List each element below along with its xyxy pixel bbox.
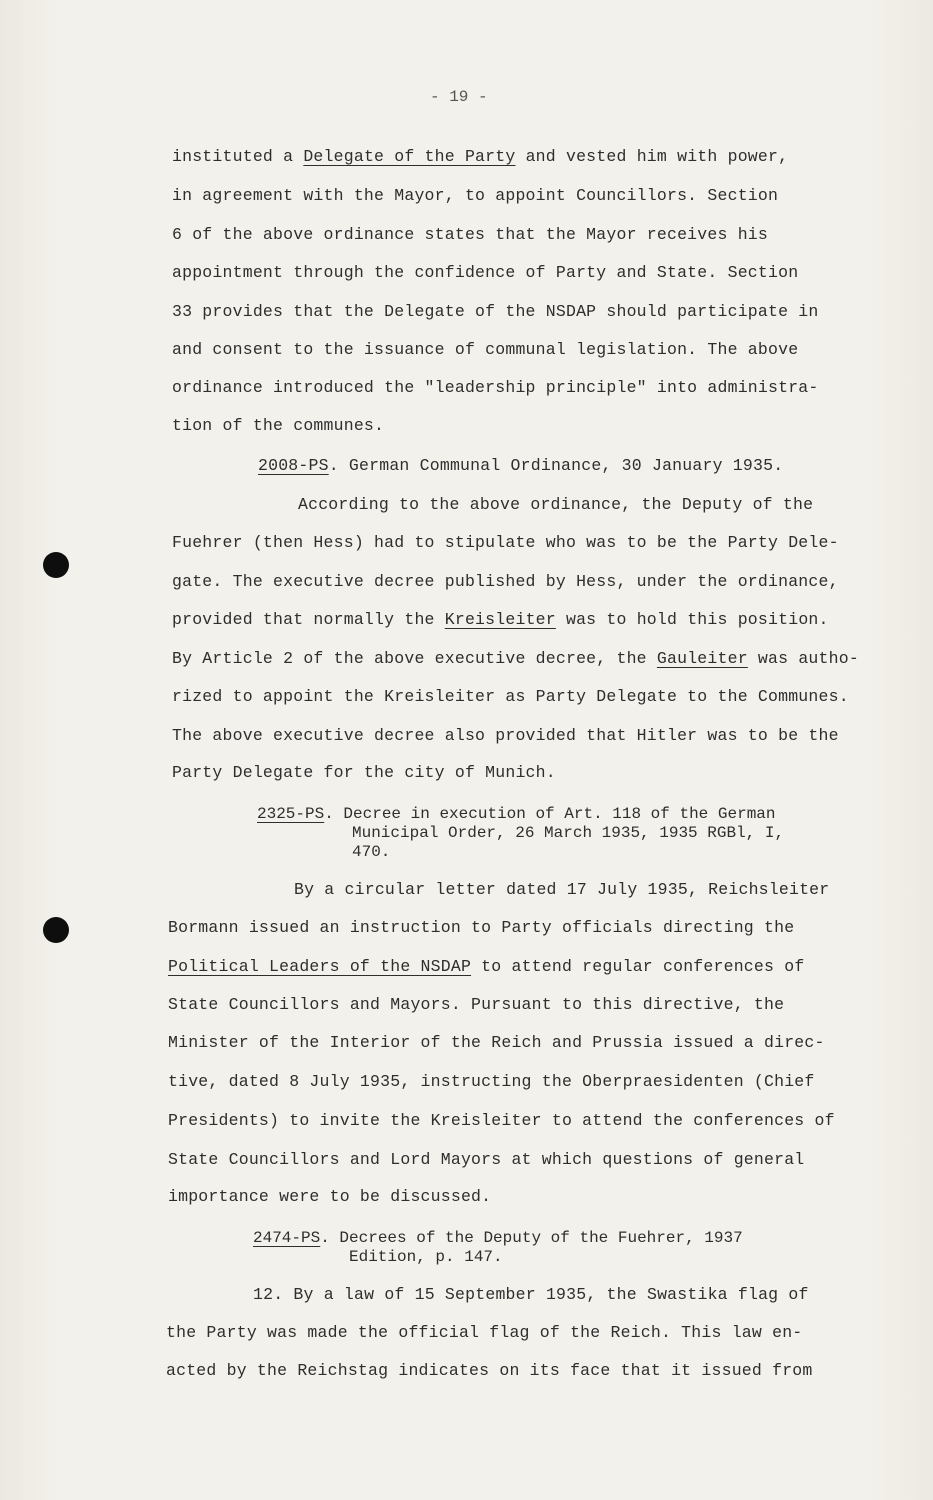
para2-line6: rized to appoint the Kreisleiter as Party Delegate to the Communes. [172, 687, 849, 706]
underlined-term: Gauleiter [656, 649, 748, 668]
para3-line3: Political Leaders of the NSDAP to attend regular conferences of [168, 957, 805, 976]
citation-2474-ps-line2: Edition, p. 147. [349, 1248, 503, 1266]
para2-line5: By Article 2 of the above executive decree, the Gauleiter was autho- [172, 649, 859, 668]
para4-line3: acted by the Reichstag indicates on its face that it issued from [166, 1361, 813, 1380]
citation-2474-ps: 2474-PS. Decrees of the Deputy of the Fuehrer, 1937 [253, 1229, 743, 1247]
para1-line4: appointment through the confidence of Party and State. Section [172, 263, 799, 282]
citation-2008-ps: 2008-PS. German Communal Ordinance, 30 January 1935. [258, 456, 784, 475]
punch-hole-lower [43, 917, 69, 943]
para4-line1: 12. By a law of 15 September 1935, the Swastika flag of [253, 1285, 809, 1304]
para3-line5: Minister of the Interior of the Reich and Prussia issued a direc- [168, 1033, 825, 1052]
citation-ref: 2325-PS [257, 805, 325, 823]
para2-line8: Party Delegate for the city of Munich. [172, 763, 556, 782]
citation-2325-ps: 2325-PS. Decree in execution of Art. 118 of the German [257, 805, 776, 823]
underlined-term: Political Leaders of the NSDAP [168, 957, 472, 976]
para3-line7: Presidents) to invite the Kreisleiter to attend the conferences of [168, 1111, 835, 1130]
page-number: - 19 - [430, 88, 488, 106]
para2-line7: The above executive decree also provided that Hitler was to be the [172, 726, 839, 745]
underlined-term: Delegate of the Party [303, 147, 516, 166]
para1-line1: instituted a Delegate of the Party and vested him with power, [172, 147, 789, 166]
citation-2325-ps-line2: Municipal Order, 26 March 1935, 1935 RGBl, I, [352, 824, 785, 842]
para1-line5: 33 provides that the Delegate of the NSDAP should participate in [172, 302, 819, 321]
citation-2325-ps-line3: 470. [352, 843, 391, 861]
para2-line2: Fuehrer (then Hess) had to stipulate who was to be the Party Dele- [172, 533, 839, 552]
para2-line3: gate. The executive decree published by Hess, under the ordinance, [172, 572, 839, 591]
citation-ref: 2474-PS [253, 1229, 321, 1247]
para3-line4: State Councillors and Mayors. Pursuant to this directive, the [168, 995, 785, 1014]
para1-line2: in agreement with the Mayor, to appoint Councillors. Section [172, 186, 779, 205]
para3-line9: importance were to be discussed. [168, 1187, 492, 1206]
para3-line2: Bormann issued an instruction to Party officials directing the [168, 918, 795, 937]
citation-ref: 2008-PS [258, 456, 329, 475]
para1-line6: and consent to the issuance of communal legislation. The above [172, 340, 799, 359]
underlined-term: Kreisleiter [444, 610, 556, 629]
para3-line6: tive, dated 8 July 1935, instructing the Oberpraesidenten (Chief [168, 1072, 815, 1091]
para2-line4: provided that normally the Kreisleiter was to hold this position. [172, 610, 829, 629]
para1-line8: tion of the communes. [172, 416, 385, 435]
para4-line2: the Party was made the official flag of the Reich. This law en- [166, 1323, 803, 1342]
para2-line1: According to the above ordinance, the Deputy of the [298, 495, 814, 514]
para1-line3: 6 of the above ordinance states that the Mayor receives his [172, 225, 768, 244]
punch-hole-upper [43, 552, 69, 578]
para3-line8: State Councillors and Lord Mayors at which questions of general [168, 1150, 805, 1169]
para3-line1: By a circular letter dated 17 July 1935, Reichsleiter [294, 880, 830, 899]
para1-line7: ordinance introduced the "leadership principle" into administra- [172, 378, 819, 397]
